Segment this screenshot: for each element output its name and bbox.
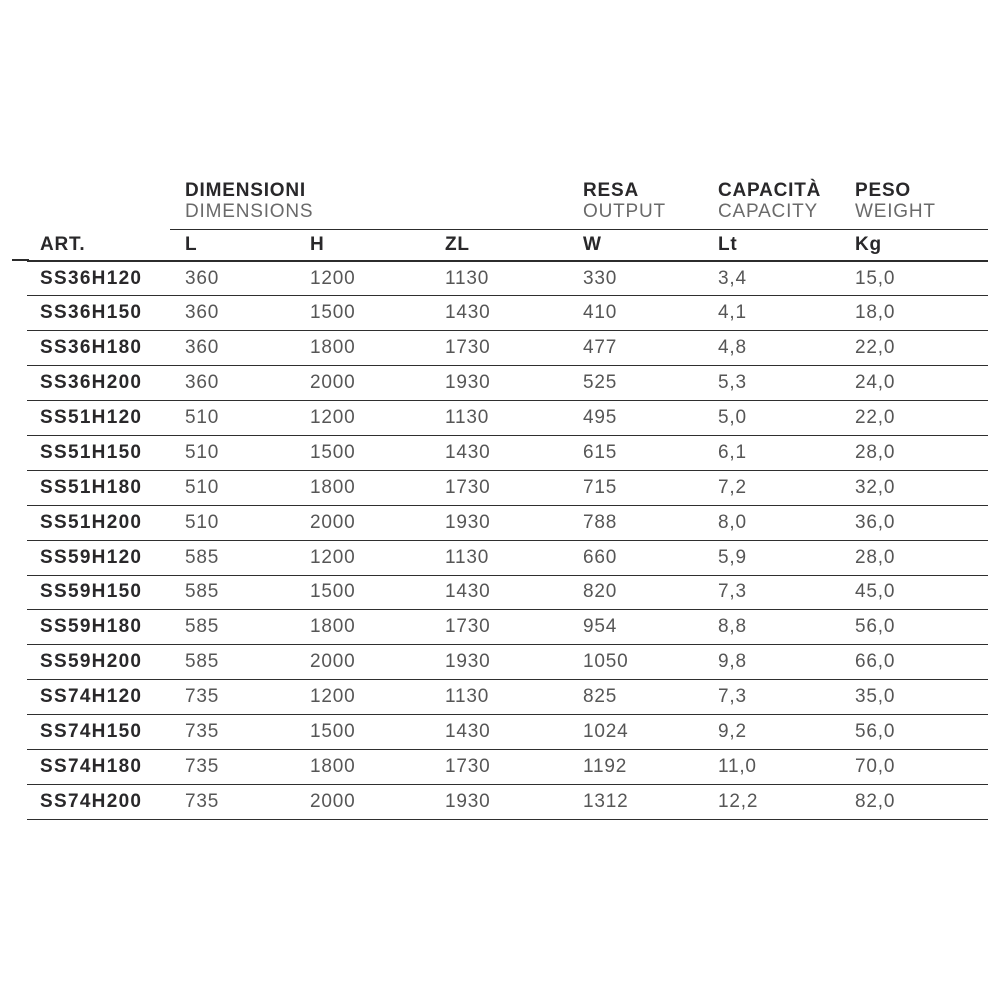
group-spacer xyxy=(27,178,170,229)
cell-art: SS59H150 xyxy=(27,575,170,610)
cell-lt: 8,8 xyxy=(703,610,840,645)
table-row xyxy=(27,296,988,331)
col-header-w: W xyxy=(568,229,703,261)
cell-l: 585 xyxy=(170,540,295,575)
group-weight xyxy=(840,178,988,229)
group-title-peso: PESO xyxy=(855,179,912,201)
table-row xyxy=(27,366,988,401)
cell-zl: 1930 xyxy=(430,645,568,680)
cell-kg: 56,0 xyxy=(840,715,988,750)
cell-w: 1024 xyxy=(568,715,703,750)
cell-w: 1312 xyxy=(568,784,703,819)
col-header-h: H xyxy=(295,229,430,261)
col-header-lt: Lt xyxy=(703,229,840,261)
group-dimensions xyxy=(170,178,568,229)
cell-art: SS36H150 xyxy=(27,296,170,331)
cell-h: 1800 xyxy=(295,749,430,784)
cell-l: 735 xyxy=(170,749,295,784)
cell-art: SS59H120 xyxy=(27,540,170,575)
cell-w: 715 xyxy=(568,470,703,505)
cell-h: 1200 xyxy=(295,261,430,296)
cell-zl: 1730 xyxy=(430,470,568,505)
cell-lt: 11,0 xyxy=(703,749,840,784)
cell-art: SS36H120 xyxy=(27,261,170,296)
cell-kg: 28,0 xyxy=(840,435,988,470)
spec-table xyxy=(27,178,988,820)
cell-h: 1800 xyxy=(295,470,430,505)
cell-kg: 56,0 xyxy=(840,610,988,645)
cell-art: SS51H180 xyxy=(27,470,170,505)
cell-art: SS36H180 xyxy=(27,331,170,366)
cell-zl: 1430 xyxy=(430,296,568,331)
cell-lt: 8,0 xyxy=(703,505,840,540)
table-row xyxy=(27,435,988,470)
cell-art: SS59H200 xyxy=(27,645,170,680)
cell-art: SS74H120 xyxy=(27,680,170,715)
cell-art: SS51H120 xyxy=(27,401,170,436)
cell-kg: 22,0 xyxy=(840,331,988,366)
cell-art: SS36H200 xyxy=(27,366,170,401)
cell-zl: 1430 xyxy=(430,575,568,610)
cell-zl: 1930 xyxy=(430,784,568,819)
cell-zl: 1730 xyxy=(430,331,568,366)
cell-zl: 1130 xyxy=(430,540,568,575)
group-subtitle-output: OUTPUT xyxy=(583,200,666,222)
cell-h: 2000 xyxy=(295,645,430,680)
table-row xyxy=(27,401,988,436)
cell-lt: 7,2 xyxy=(703,470,840,505)
cell-l: 360 xyxy=(170,261,295,296)
cell-h: 1800 xyxy=(295,610,430,645)
cell-kg: 15,0 xyxy=(840,261,988,296)
cell-h: 2000 xyxy=(295,784,430,819)
column-header-row xyxy=(27,229,988,261)
cell-art: SS51H150 xyxy=(27,435,170,470)
cell-w: 495 xyxy=(568,401,703,436)
cell-zl: 1730 xyxy=(430,610,568,645)
cell-h: 1200 xyxy=(295,401,430,436)
cell-kg: 70,0 xyxy=(840,749,988,784)
cell-h: 1800 xyxy=(295,331,430,366)
cell-lt: 12,2 xyxy=(703,784,840,819)
cell-lt: 4,8 xyxy=(703,331,840,366)
cell-h: 1500 xyxy=(295,715,430,750)
cell-art: SS74H200 xyxy=(27,784,170,819)
table-row xyxy=(27,610,988,645)
cell-l: 360 xyxy=(170,331,295,366)
cell-lt: 9,8 xyxy=(703,645,840,680)
table-row xyxy=(27,331,988,366)
table-row xyxy=(27,715,988,750)
cell-w: 954 xyxy=(568,610,703,645)
cell-h: 1200 xyxy=(295,540,430,575)
cell-l: 360 xyxy=(170,366,295,401)
table-row xyxy=(27,784,988,819)
cell-w: 660 xyxy=(568,540,703,575)
cell-l: 735 xyxy=(170,715,295,750)
cell-lt: 9,2 xyxy=(703,715,840,750)
cell-l: 585 xyxy=(170,645,295,680)
cell-h: 1500 xyxy=(295,435,430,470)
cell-h: 1500 xyxy=(295,296,430,331)
col-header-art: ART. xyxy=(27,229,170,261)
spec-table-container xyxy=(27,178,988,820)
cell-kg: 32,0 xyxy=(840,470,988,505)
cell-kg: 36,0 xyxy=(840,505,988,540)
col-header-l: L xyxy=(170,229,295,261)
cell-zl: 1930 xyxy=(430,505,568,540)
cell-h: 2000 xyxy=(295,366,430,401)
cell-zl: 1730 xyxy=(430,749,568,784)
cell-l: 510 xyxy=(170,505,295,540)
table-row xyxy=(27,680,988,715)
cell-zl: 1430 xyxy=(430,715,568,750)
cell-lt: 5,9 xyxy=(703,540,840,575)
cell-art: SS74H180 xyxy=(27,749,170,784)
cell-l: 510 xyxy=(170,435,295,470)
cell-w: 788 xyxy=(568,505,703,540)
cell-zl: 1930 xyxy=(430,366,568,401)
group-title-dimensioni: DIMENSIONI xyxy=(185,179,306,201)
table-row xyxy=(27,645,988,680)
cell-w: 477 xyxy=(568,331,703,366)
cell-zl: 1430 xyxy=(430,435,568,470)
group-title-resa: RESA xyxy=(583,179,640,201)
cell-zl: 1130 xyxy=(430,401,568,436)
cell-kg: 18,0 xyxy=(840,296,988,331)
cell-h: 1200 xyxy=(295,680,430,715)
cell-w: 820 xyxy=(568,575,703,610)
cell-art: SS51H200 xyxy=(27,505,170,540)
table-body xyxy=(27,261,988,819)
cell-zl: 1130 xyxy=(430,261,568,296)
header-rule xyxy=(12,259,29,261)
cell-lt: 5,3 xyxy=(703,366,840,401)
cell-kg: 22,0 xyxy=(840,401,988,436)
group-subtitle-capacity: CAPACITY xyxy=(718,200,819,222)
cell-w: 330 xyxy=(568,261,703,296)
cell-lt: 6,1 xyxy=(703,435,840,470)
table-head xyxy=(27,178,988,261)
group-title-capacita: CAPACITÀ xyxy=(718,179,822,201)
group-output xyxy=(568,178,703,229)
cell-w: 410 xyxy=(568,296,703,331)
cell-lt: 3,4 xyxy=(703,261,840,296)
cell-kg: 28,0 xyxy=(840,540,988,575)
group-header-row xyxy=(27,178,988,229)
cell-l: 735 xyxy=(170,680,295,715)
cell-kg: 24,0 xyxy=(840,366,988,401)
cell-l: 585 xyxy=(170,610,295,645)
cell-h: 1500 xyxy=(295,575,430,610)
cell-art: SS74H150 xyxy=(27,715,170,750)
cell-w: 825 xyxy=(568,680,703,715)
cell-w: 1050 xyxy=(568,645,703,680)
cell-kg: 35,0 xyxy=(840,680,988,715)
table-row xyxy=(27,505,988,540)
cell-kg: 66,0 xyxy=(840,645,988,680)
cell-kg: 45,0 xyxy=(840,575,988,610)
col-header-zl: ZL xyxy=(430,229,568,261)
cell-art: SS59H180 xyxy=(27,610,170,645)
cell-kg: 82,0 xyxy=(840,784,988,819)
table-row xyxy=(27,470,988,505)
cell-l: 735 xyxy=(170,784,295,819)
cell-lt: 5,0 xyxy=(703,401,840,436)
cell-l: 585 xyxy=(170,575,295,610)
table-row xyxy=(27,540,988,575)
cell-l: 510 xyxy=(170,470,295,505)
cell-lt: 4,1 xyxy=(703,296,840,331)
cell-w: 525 xyxy=(568,366,703,401)
cell-zl: 1130 xyxy=(430,680,568,715)
table-row xyxy=(27,749,988,784)
col-header-kg: Kg xyxy=(840,229,988,261)
group-subtitle-dimensions: DIMENSIONS xyxy=(185,200,314,222)
group-subtitle-weight: WEIGHT xyxy=(855,200,936,222)
group-capacity xyxy=(703,178,840,229)
cell-lt: 7,3 xyxy=(703,575,840,610)
table-row xyxy=(27,575,988,610)
cell-h: 2000 xyxy=(295,505,430,540)
table-row xyxy=(27,261,988,296)
cell-l: 360 xyxy=(170,296,295,331)
cell-lt: 7,3 xyxy=(703,680,840,715)
cell-w: 1192 xyxy=(568,749,703,784)
cell-w: 615 xyxy=(568,435,703,470)
cell-l: 510 xyxy=(170,401,295,436)
